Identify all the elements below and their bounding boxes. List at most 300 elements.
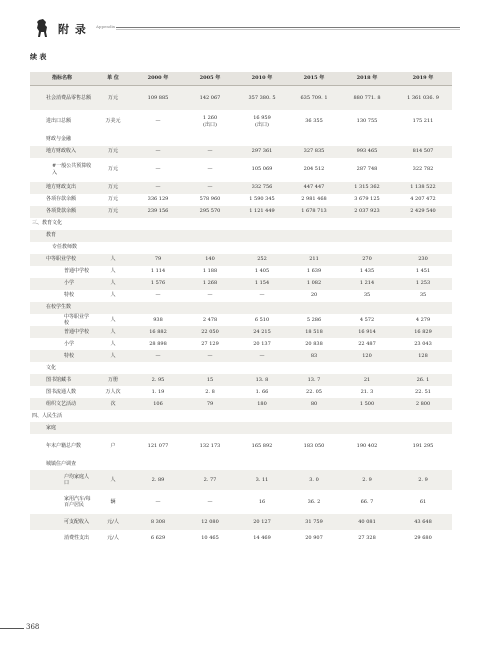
indicator-name: 社会消费品零售总额 <box>30 86 94 110</box>
value-cell: 2 478 <box>202 316 218 323</box>
table-row <box>30 514 452 530</box>
unit-cell: 人 <box>94 254 132 266</box>
value-cell: 13. 8 <box>236 374 288 386</box>
unit-cell: 万元 <box>107 166 118 173</box>
value-cell: 1 154 <box>236 278 288 290</box>
value-cell <box>288 134 340 146</box>
column-header: 指标名称 <box>30 72 94 86</box>
value-cell: 357 380. 5 <box>236 86 288 110</box>
value-cell <box>394 458 452 470</box>
value-cell: — <box>184 146 236 158</box>
table-row <box>30 290 452 302</box>
indicator-name: 组织文艺活动 <box>30 398 94 410</box>
value-cell: 24 215 <box>236 326 288 338</box>
unit-cell: 人 <box>94 350 132 362</box>
value-cell: 14 469 <box>253 534 271 541</box>
table-row <box>30 242 452 254</box>
value-cell: 83 <box>288 350 340 362</box>
table-row <box>30 278 452 290</box>
value-cell: 190 402 <box>356 442 378 449</box>
value-cell <box>184 362 236 374</box>
value-cell: — <box>207 292 213 299</box>
value-cell: 814 507 <box>394 146 452 158</box>
value-cell <box>394 422 452 434</box>
value-cell: 287 748 <box>356 166 378 173</box>
value-cell: 20 907 <box>305 534 323 541</box>
value-cell: 27 129 <box>201 340 219 347</box>
indicator-name: 年末户籍总户数 <box>46 442 82 449</box>
value-cell: 22. 05 <box>306 388 322 395</box>
value-cell: 1. 66 <box>255 388 269 395</box>
value-cell: 1 405 <box>254 268 270 275</box>
indicator-name: 文化 <box>46 364 57 371</box>
value-cell: 1 253 <box>394 278 452 290</box>
unit-cell: 万元 <box>107 196 118 203</box>
value-cell: 1 268 <box>184 278 236 290</box>
column-header: 2019 年 <box>394 72 452 86</box>
value-cell <box>288 422 340 434</box>
table-row <box>30 158 452 182</box>
table-row <box>30 326 452 338</box>
section-title: 附 录 <box>58 23 87 36</box>
value-cell <box>236 242 288 254</box>
value-cell: 29 680 <box>414 534 432 541</box>
unit-cell: 人 <box>94 326 132 338</box>
value-cell: 31 759 <box>288 514 340 530</box>
unit-cell: 万元 <box>94 86 132 110</box>
value-cell <box>288 410 340 422</box>
unit-cell <box>94 362 132 374</box>
value-cell: 239 156 <box>132 206 184 218</box>
column-header: 2018 年 <box>340 72 394 86</box>
value-cell <box>340 218 394 230</box>
value-cell: — <box>132 182 184 194</box>
value-cell: 1 500 <box>340 398 394 410</box>
value-cell <box>394 230 452 242</box>
value-cell: 6 510 <box>254 316 270 323</box>
value-cell: 142 067 <box>184 86 236 110</box>
value-cell: 297 361 <box>236 146 288 158</box>
table-row <box>30 386 452 398</box>
table-row <box>30 314 452 327</box>
value-cell: 270 <box>340 254 394 266</box>
indicator-name: 各项贷款余额 <box>30 206 94 218</box>
value-cell: 1 639 <box>306 268 322 275</box>
value-cell: 61 <box>419 498 427 505</box>
value-cell: 1 361 036. 9 <box>394 86 452 110</box>
value-cell <box>184 422 236 434</box>
value-cell: 5 286 <box>306 316 322 323</box>
table-row <box>30 374 452 386</box>
indicator-name: 小学 <box>64 340 75 347</box>
indicator-name: 进出口总额 <box>46 118 72 125</box>
value-cell: 2. 89 <box>132 470 184 490</box>
unit-cell <box>94 242 132 254</box>
unit-cell: 万人次 <box>105 388 121 395</box>
value-cell <box>132 410 184 422</box>
value-cell: 66. 7 <box>360 498 374 505</box>
value-cell: 1 435 <box>359 268 375 275</box>
unit-cell: 次 <box>94 398 132 410</box>
unit-cell: 人 <box>110 340 116 347</box>
indicator-name: 专任教师数 <box>52 244 78 251</box>
unit-cell: 人 <box>94 278 132 290</box>
value-cell: 578 960 <box>199 196 221 203</box>
value-cell <box>340 422 394 434</box>
table-row <box>30 422 452 434</box>
table-row <box>30 134 452 146</box>
value-cell <box>340 134 394 146</box>
value-cell: 140 <box>184 254 236 266</box>
table-row <box>30 338 452 350</box>
column-header: 单 位 <box>94 72 132 86</box>
value-cell: 2. 9 <box>340 470 394 490</box>
table-row <box>30 470 452 490</box>
value-cell: 2. 95 <box>132 374 184 386</box>
unit-cell: 人 <box>110 292 116 299</box>
value-cell: — <box>207 498 213 505</box>
value-cell <box>236 422 288 434</box>
value-cell: 121 077 <box>147 442 169 449</box>
unit-cell: 万册 <box>94 374 132 386</box>
value-cell: 1 214 <box>340 278 394 290</box>
continued-table-label: 续 表 <box>30 52 47 61</box>
table-row <box>30 490 452 514</box>
table-row <box>30 254 452 266</box>
value-cell: — <box>259 292 265 299</box>
table-row <box>30 182 452 194</box>
value-cell <box>394 218 452 230</box>
section-subtitle: Appendix <box>96 24 116 29</box>
indicator-name: 教育 <box>30 230 94 242</box>
unit-cell: 人 <box>94 470 132 490</box>
value-cell: 16 914 <box>340 326 394 338</box>
indicator-name: 图书流通人数 <box>46 388 77 395</box>
unit-cell: 户 <box>110 442 116 449</box>
value-cell <box>394 134 452 146</box>
value-cell: 13. 7 <box>288 374 340 386</box>
indicator-name: 中等职业学校 <box>64 313 90 326</box>
value-cell <box>288 218 340 230</box>
unit-cell <box>94 134 132 146</box>
value-cell: 1 451 <box>415 268 431 275</box>
page-header <box>20 18 460 38</box>
value-cell: 880 771. 8 <box>340 86 394 110</box>
value-cell: — <box>207 166 213 173</box>
value-cell <box>132 218 184 230</box>
value-cell: 938 <box>153 316 163 323</box>
value-cell <box>184 242 236 254</box>
value-cell: 183 050 <box>303 442 325 449</box>
unit-cell <box>94 458 132 470</box>
indicator-name: 图书馆藏书 <box>30 374 94 386</box>
indicator-name: 特校 <box>64 292 75 299</box>
value-cell: 132 173 <box>199 442 221 449</box>
value-cell: 1 188 <box>202 268 218 275</box>
column-header: 2010 年 <box>236 72 288 86</box>
value-cell: 22 487 <box>358 340 376 347</box>
value-cell <box>340 362 394 374</box>
value-cell: 4 279 <box>415 316 431 323</box>
value-cell: 1 114 <box>150 268 166 275</box>
value-cell: 105 069 <box>251 166 273 173</box>
statistics-table <box>30 72 452 546</box>
value-cell <box>236 134 288 146</box>
value-cell <box>184 230 236 242</box>
value-cell <box>132 230 184 242</box>
value-cell <box>394 302 452 314</box>
value-cell: 1 590 345 <box>249 196 275 203</box>
value-cell <box>340 410 394 422</box>
value-cell <box>236 458 288 470</box>
unit-cell <box>94 302 132 314</box>
indicator-name: 消费性支出 <box>64 534 90 541</box>
value-cell: 15 <box>184 374 236 386</box>
value-cell: 2 429 540 <box>394 206 452 218</box>
value-cell: 295 570 <box>184 206 236 218</box>
table-row <box>30 230 452 242</box>
horse-logo-icon <box>34 18 50 38</box>
indicator-name: 户均家庭人口 <box>30 470 94 490</box>
value-cell <box>236 302 288 314</box>
unit-cell <box>94 218 132 230</box>
value-cell: — <box>155 498 161 505</box>
indicator-name: 财政与金融 <box>46 136 72 143</box>
column-header: 2005 年 <box>184 72 236 86</box>
value-cell <box>184 218 236 230</box>
unit-cell: 元/人 <box>94 514 132 530</box>
value-cell: 80 <box>288 398 340 410</box>
value-cell: 993 465 <box>340 146 394 158</box>
indicator-name: 在校学生数 <box>30 302 94 314</box>
value-cell <box>394 410 452 422</box>
indicator-name: 普通中学校 <box>30 326 94 338</box>
table-row <box>30 530 452 546</box>
value-cell: 43 648 <box>394 514 452 530</box>
value-cell <box>132 362 184 374</box>
value-cell: 16 959 (出口) <box>253 115 271 128</box>
value-cell: 1 315 362 <box>340 182 394 194</box>
value-cell <box>184 134 236 146</box>
value-cell: 165 892 <box>251 442 273 449</box>
value-cell: 21 <box>340 374 394 386</box>
unit-cell: 万美元 <box>105 118 121 125</box>
value-cell: 40 081 <box>340 514 394 530</box>
indicator-name: 小学 <box>30 278 94 290</box>
value-cell: 26. 1 <box>394 374 452 386</box>
value-cell: 327 835 <box>288 146 340 158</box>
value-cell: 8 308 <box>132 514 184 530</box>
value-cell: 1 678 713 <box>288 206 340 218</box>
indicator-name: 地方财政支出 <box>30 182 94 194</box>
table-row <box>30 194 452 206</box>
value-cell: — <box>155 166 161 173</box>
indicator-name: 城镇住户调查 <box>46 460 77 467</box>
table-row <box>30 302 452 314</box>
unit-cell <box>94 230 132 242</box>
indicator-name: 四、人民生活 <box>32 412 63 419</box>
value-cell: 130 755 <box>356 118 378 125</box>
value-cell: 35 <box>363 292 371 299</box>
indicator-name: 各项存款余额 <box>46 196 77 203</box>
value-cell <box>394 362 452 374</box>
unit-cell: 元/人 <box>107 534 119 541</box>
value-cell <box>132 458 184 470</box>
value-cell: 16 829 <box>394 326 452 338</box>
unit-cell <box>94 422 132 434</box>
value-cell: — <box>132 350 184 362</box>
value-cell: — <box>132 146 184 158</box>
indicator-name: 普通中学校 <box>64 268 90 275</box>
value-cell <box>340 302 394 314</box>
value-cell: 22 050 <box>184 326 236 338</box>
table-row <box>30 410 452 422</box>
table-row <box>30 398 452 410</box>
value-cell: 3. 0 <box>288 470 340 490</box>
value-cell: 322 782 <box>412 166 434 173</box>
unit-cell: 人 <box>110 316 116 323</box>
value-cell: 20 127 <box>236 514 288 530</box>
value-cell <box>184 458 236 470</box>
table-header-row <box>30 72 452 86</box>
value-cell <box>132 134 184 146</box>
unit-cell: 万元 <box>94 182 132 194</box>
value-cell: 1. 19 <box>151 388 165 395</box>
table-row <box>30 86 452 110</box>
value-cell: 20 838 <box>305 340 323 347</box>
value-cell: — <box>155 118 161 125</box>
header-rule-secondary <box>116 29 460 30</box>
value-cell: 447 447 <box>288 182 340 194</box>
value-cell: 2 037 923 <box>340 206 394 218</box>
value-cell <box>288 458 340 470</box>
value-cell: 120 <box>340 350 394 362</box>
value-cell <box>288 362 340 374</box>
table-row <box>30 266 452 278</box>
value-cell: 1 082 <box>288 278 340 290</box>
value-cell: 180 <box>236 398 288 410</box>
table-body <box>30 86 452 547</box>
indicator-name: #一般公共预算收入 <box>52 163 92 176</box>
value-cell: 336 129 <box>147 196 169 203</box>
header-rule <box>116 27 460 28</box>
value-cell <box>288 230 340 242</box>
value-cell: 35 <box>419 292 427 299</box>
value-cell: 27 328 <box>358 534 376 541</box>
value-cell: 2. 9 <box>394 470 452 490</box>
value-cell: 2. 77 <box>184 470 236 490</box>
value-cell: 1 576 <box>132 278 184 290</box>
unit-cell: 辆 <box>110 498 116 505</box>
value-cell: 2 981 468 <box>301 196 327 203</box>
value-cell <box>340 458 394 470</box>
value-cell: 252 <box>236 254 288 266</box>
unit-cell <box>94 410 132 422</box>
table-row <box>30 458 452 470</box>
value-cell: 20 137 <box>253 340 271 347</box>
value-cell: 4 572 <box>359 316 375 323</box>
unit-cell: 人 <box>110 268 116 275</box>
column-header: 2000 年 <box>132 72 184 86</box>
indicator-name: 家用汽车/每百户居民 <box>64 495 91 508</box>
table-row <box>30 206 452 218</box>
value-cell: 4 207 472 <box>410 196 436 203</box>
value-cell <box>340 242 394 254</box>
value-cell: 1 138 522 <box>394 182 452 194</box>
value-cell: 23 043 <box>414 340 432 347</box>
indicator-name: 地方财政收入 <box>30 146 94 158</box>
value-cell <box>288 242 340 254</box>
value-cell: 332 756 <box>236 182 288 194</box>
value-cell: 79 <box>184 398 236 410</box>
value-cell: 211 <box>288 254 340 266</box>
value-cell: 18 518 <box>288 326 340 338</box>
table-row <box>30 362 452 374</box>
value-cell <box>288 302 340 314</box>
table-row <box>30 146 452 158</box>
value-cell: 191 295 <box>412 442 434 449</box>
value-cell: 21. 3 <box>360 388 374 395</box>
value-cell: 1 260 (出口) <box>202 115 218 128</box>
value-cell: 20 <box>310 292 318 299</box>
table-row <box>30 350 452 362</box>
indicator-name: 家庭 <box>30 422 94 434</box>
table-row <box>30 434 452 458</box>
value-cell <box>394 242 452 254</box>
value-cell: — <box>184 350 236 362</box>
indicator-name: 三、教育文化 <box>32 220 63 227</box>
column-header: 2015 年 <box>288 72 340 86</box>
value-cell: 36 355 <box>305 118 323 125</box>
value-cell: 2 800 <box>394 398 452 410</box>
table-row <box>30 110 452 134</box>
value-cell: 10 465 <box>201 534 219 541</box>
indicator-name: 可支配收入 <box>30 514 94 530</box>
value-cell <box>184 302 236 314</box>
value-cell <box>132 422 184 434</box>
value-cell: 3. 11 <box>236 470 288 490</box>
table-row <box>30 218 452 230</box>
value-cell <box>184 410 236 422</box>
page-number: 368 <box>26 623 40 631</box>
value-cell: 1 121 449 <box>236 206 288 218</box>
value-cell <box>132 302 184 314</box>
value-cell <box>132 242 184 254</box>
value-cell: 6 629 <box>150 534 166 541</box>
value-cell: — <box>155 292 161 299</box>
value-cell: 16 882 <box>132 326 184 338</box>
value-cell <box>236 218 288 230</box>
value-cell: 28 898 <box>149 340 167 347</box>
value-cell: 204 512 <box>303 166 325 173</box>
value-cell <box>236 230 288 242</box>
value-cell: 109 885 <box>132 86 184 110</box>
value-cell: 106 <box>132 398 184 410</box>
value-cell: — <box>184 182 236 194</box>
value-cell: 12 080 <box>184 514 236 530</box>
value-cell: 16 <box>258 498 266 505</box>
value-cell: 635 709. 1 <box>288 86 340 110</box>
value-cell: 22. 51 <box>415 388 431 395</box>
value-cell: 36. 2 <box>307 498 321 505</box>
value-cell: — <box>236 350 288 362</box>
value-cell: 175 211 <box>412 118 434 125</box>
indicator-name: 特校 <box>30 350 94 362</box>
indicator-name: 中等职业学校 <box>30 254 94 266</box>
value-cell: 128 <box>394 350 452 362</box>
value-cell <box>236 362 288 374</box>
value-cell: 230 <box>394 254 452 266</box>
